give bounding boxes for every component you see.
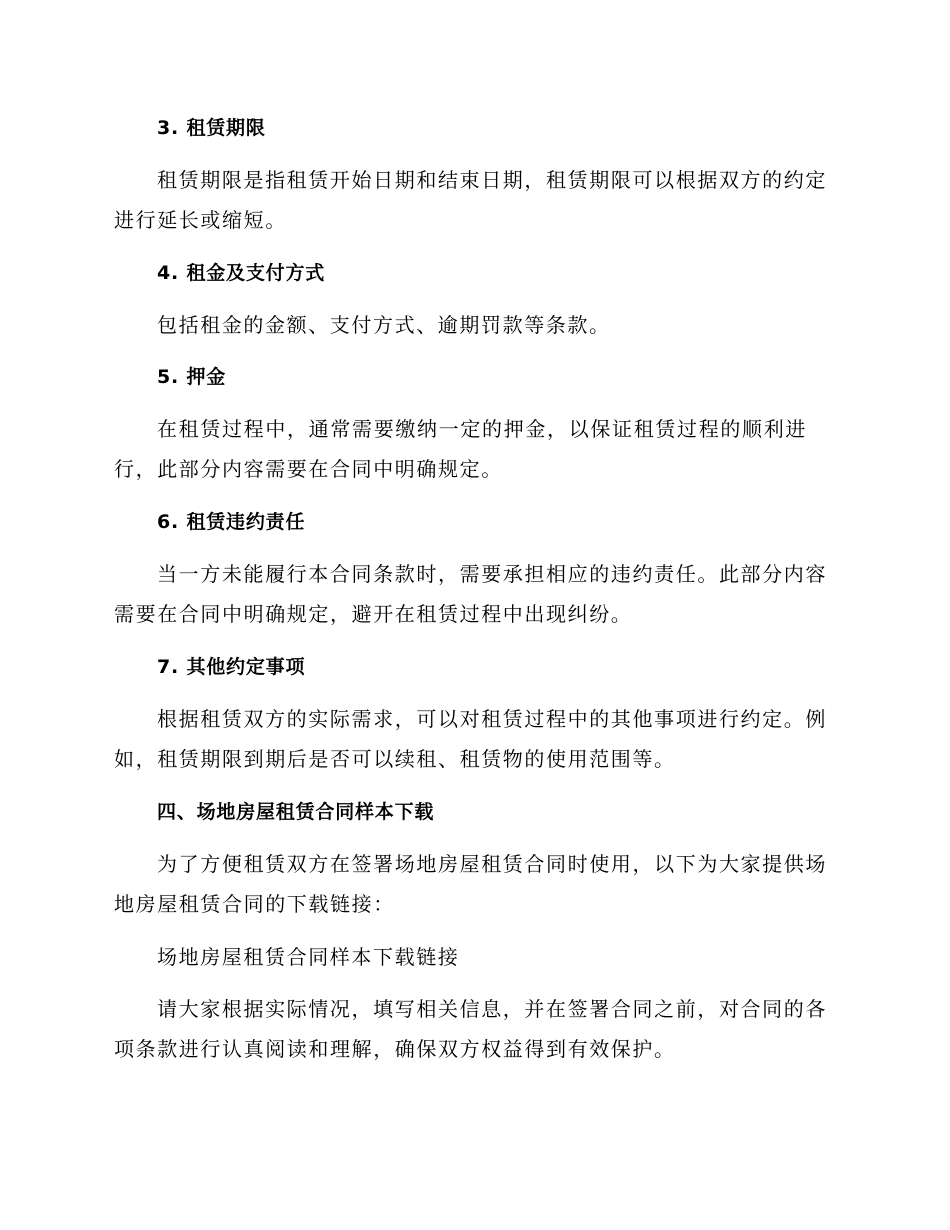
section-6-paragraph-line-2: 需要在合同中明确规定，避开在租赁过程中出现纠纷。	[114, 602, 633, 626]
section-7-heading: 7. 其他约定事项	[157, 656, 306, 678]
section-7-paragraph-line-2: 如，租赁期限到期后是否可以续租、租赁物的使用范围等。	[114, 747, 676, 771]
part-4-closing-line-1: 请大家根据实际情况，填写相关信息，并在签署合同之前，对合同的各	[157, 997, 827, 1021]
section-6-heading: 6. 租赁违约责任	[157, 511, 306, 533]
part-4-heading: 四、场地房屋租赁合同样本下载	[157, 801, 435, 823]
section-4-heading: 4. 租金及支付方式	[157, 262, 326, 284]
section-5-paragraph-line-1: 在租赁过程中，通常需要缴纳一定的押金，以保证租赁过程的顺利进	[157, 417, 807, 441]
section-3-heading: 3. 租赁期限	[157, 117, 266, 139]
part-4-closing-line-2: 项条款进行认真阅读和理解，确保双方权益得到有效保护。	[114, 1037, 676, 1061]
section-3-paragraph-line-1: 租赁期限是指租赁开始日期和结束日期，租赁期限可以根据双方的约定	[157, 168, 827, 192]
part-4-intro-line-1: 为了方便租赁双方在签署场地房屋租赁合同时使用，以下为大家提供场	[157, 852, 827, 876]
part-4-intro-line-2: 地房屋租赁合同的下载链接：	[114, 892, 395, 916]
download-link-text: 场地房屋租赁合同样本下载链接	[157, 945, 460, 969]
section-6-paragraph-line-1: 当一方未能履行本合同条款时，需要承担相应的违约责任。此部分内容	[157, 562, 827, 586]
section-4-paragraph-line-1: 包括租金的金额、支付方式、逾期罚款等条款。	[157, 313, 611, 337]
section-3-paragraph-line-2: 进行延长或缩短。	[114, 208, 287, 232]
section-5-paragraph-line-2: 行，此部分内容需要在合同中明确规定。	[114, 457, 503, 481]
section-7-paragraph-line-1: 根据租赁双方的实际需求，可以对租赁过程中的其他事项进行约定。例	[157, 707, 827, 731]
section-5-heading: 5. 押金	[157, 366, 227, 388]
